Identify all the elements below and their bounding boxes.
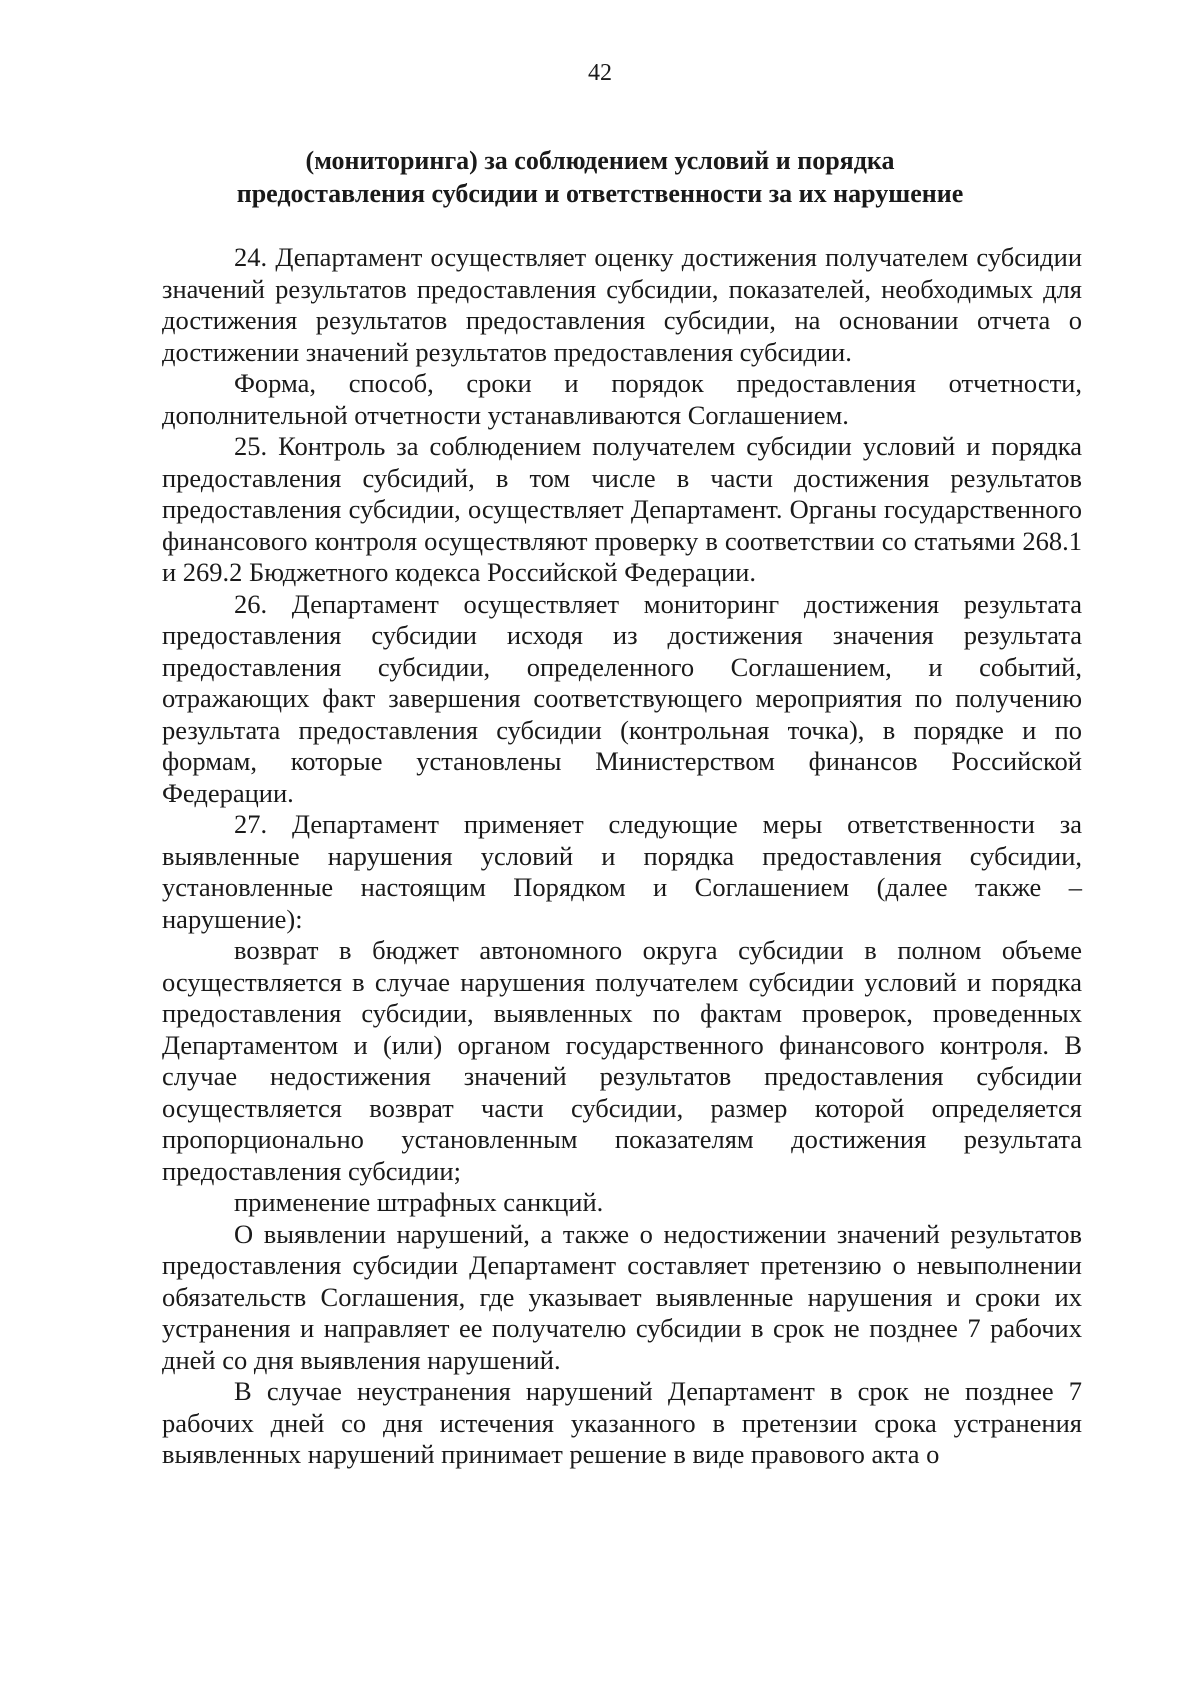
section-heading-line-1: (мониторинга) за соблюдением условий и порядка xyxy=(305,146,895,175)
paragraph-26: 26. Департамент осуществляет мониторинг достижения результата предоставления субсидии исходя из достижения значения результата предоставления субсидии, определенного Соглашением, и событий, отражающих факт завершения соответствующего мероприятия по получению результата предоставления субсидии (контрольная точка), в порядке и по формам, которые установлены Министерством финансов Российской Федерации. xyxy=(162,588,1082,808)
paragraph-24: 24. Департамент осуществляет оценку достижения получателем субсидии значений результатов предоставления субсидии, показателей, необходимых для достижения результатов предоставления субсидии, на основании отчета о достижении значений результатов предоставления субсидии. xyxy=(162,242,1082,367)
section-heading-line-2: предоставления субсидии и ответственности за их нарушение xyxy=(236,179,964,208)
paragraph-27: 27. Департамент применяет следующие меры ответственности за выявленные нарушения условий и порядка предоставления субсидии, установленные настоящим Порядком и Соглашением (далее также – нарушение): xyxy=(162,809,1082,934)
section-heading xyxy=(140,144,1060,210)
paragraph-refund: возврат в бюджет автономного округа субсидии в полном объеме осуществляется в случае нарушения получателем субсидии условий и порядка предоставления субсидии, выявленных по фактам проверок, проведенных Департаментом и (или) органом государственного финансового контроля. В случае недостижения значений результатов предоставления субсидии осуществляется возврат части субсидии, размер которой определяется пропорционально установленным показателям достижения результата предоставления субсидии; xyxy=(162,935,1082,1186)
body-text xyxy=(162,242,1082,1471)
page-number: 42 xyxy=(588,60,612,86)
paragraph-penalties: применение штрафных санкций. xyxy=(234,1187,604,1217)
paragraph-reporting-form: Форма, способ, сроки и порядок предоставления отчетности, дополнительной отчетности устанавливаются Соглашением. xyxy=(162,368,1082,430)
paragraph-non-elimination: В случае неустранения нарушений Департамент в срок не позднее 7 рабочих дней со дня истечения указанного в претензии срока устранения выявленных нарушений принимает решение в виде правового акта о xyxy=(162,1376,1082,1469)
paragraph-25: 25. Контроль за соблюдением получателем субсидии условий и порядка предоставления субсидий, в том числе в части достижения результатов предоставления субсидии, осуществляет Департамент. Органы государственного финансового контроля осуществляют проверку в соответствии со статьями 268.1 и 269.2 Бюджетного кодекса Российской Федерации. xyxy=(162,431,1082,587)
paragraph-claim: О выявлении нарушений, а также о недостижении значений результатов предоставления субсидии Департамент составляет претензию о невыполнении обязательств Соглашения, где указывает выявленные нарушения и сроки их устранения и направляет ее получателю субсидии в срок не позднее 7 рабочих дней со дня выявления нарушений. xyxy=(162,1218,1082,1375)
